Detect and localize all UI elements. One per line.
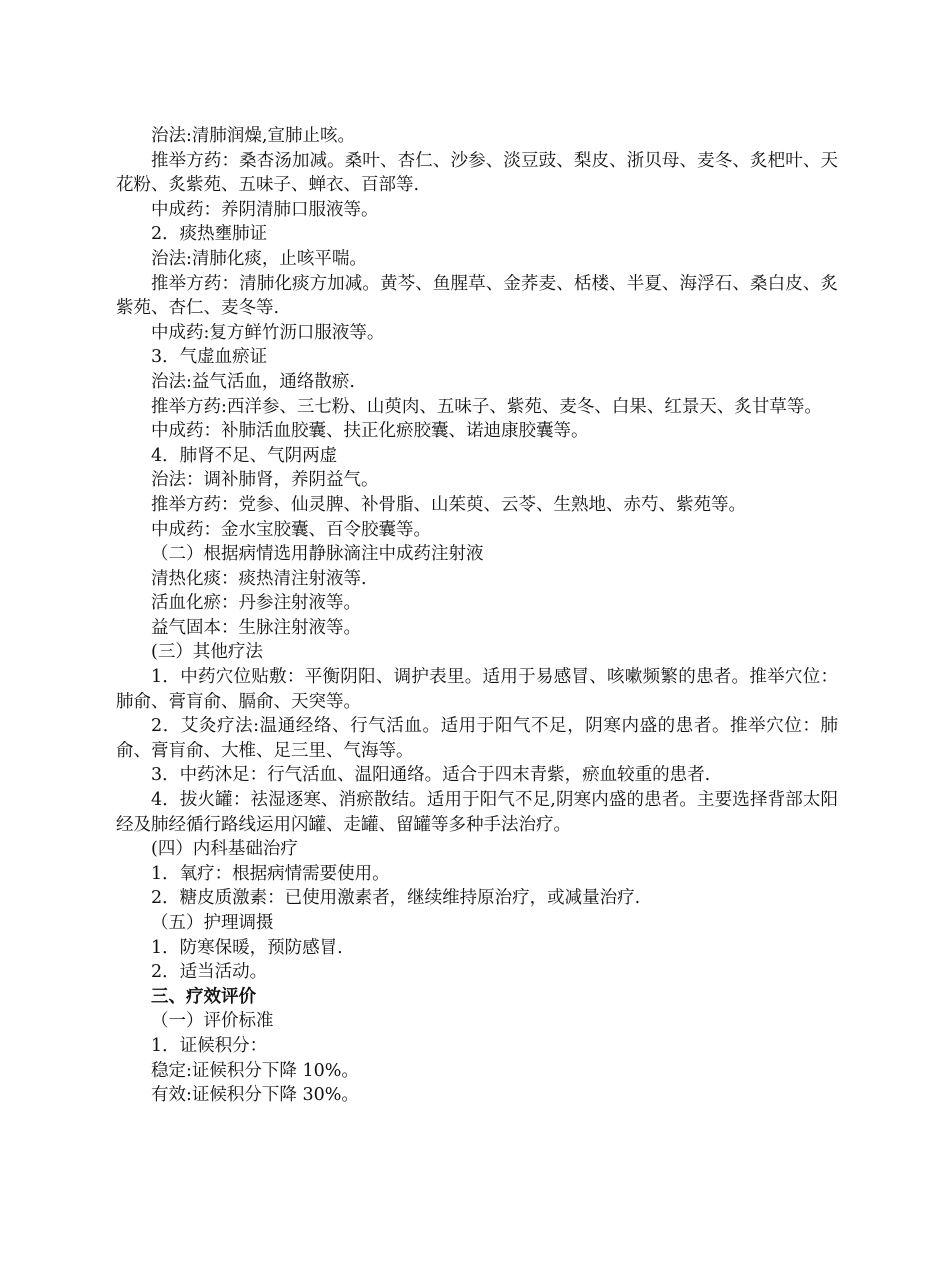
paragraph: 中成药：补肺活血胶囊、扶正化瘀胶囊、诺迪康胶囊等。 xyxy=(151,421,589,442)
paragraph: 推举方药：桑杏汤加减。桑叶、杏仁、沙参、淡豆豉、梨皮、浙贝母、麦冬、炙杷叶、天花粉、炙紫苑、五味子、蝉衣、百部等. xyxy=(116,150,838,196)
paragraph: 1．氧疗：根据病情需要使用。 xyxy=(151,863,390,884)
paragraph: 益气固本：生脉注射液等。 xyxy=(151,617,361,638)
paragraph: 治法：调补肺肾，养阴益气。 xyxy=(151,470,379,491)
paragraph: 治法:益气活血，通络散瘀. xyxy=(151,371,355,392)
paragraph: 推举方药:西洋参、三七粉、山萸肉、五味子、紫苑、麦冬、白果、红景天、炙甘草等。 xyxy=(151,396,822,417)
paragraph: 1．证候积分： xyxy=(151,1035,268,1056)
paragraph: 2．痰热壅肺证 xyxy=(151,224,268,245)
paragraph: 2．糖皮质激素：已使用激素者，继续维持原治疗，或减量治疗. xyxy=(151,888,641,909)
paragraph: 3．中药沐足：行气活血、温阳通络。适合于四末青紫，瘀血较重的患者. xyxy=(151,765,711,786)
paragraph: 治法:清肺化痰，止咳平喘。 xyxy=(151,248,367,269)
paragraph: （二）根据病情选用静脉滴注中成药注射液 xyxy=(151,544,484,565)
paragraph: 1．防寒保暖，预防感冒. xyxy=(151,937,343,958)
paragraph: 稳定:证候积分下降 10%。 xyxy=(151,1060,359,1081)
paragraph: 推举方药：党参、仙灵脾、补骨脂、山茱萸、云苓、生熟地、赤芍、紫苑等。 xyxy=(151,494,746,515)
document-page xyxy=(116,124,838,1108)
paragraph: （一）评价标准 xyxy=(151,1011,274,1032)
section-heading: 三、疗效评价 xyxy=(151,986,256,1007)
paragraph: (三）其他疗法 xyxy=(151,642,263,663)
paragraph: 2．适当活动。 xyxy=(151,962,268,983)
paragraph: 1．中药穴位贴敷：平衡阴阳、调护表里。适用于易感冒、咳嗽频繁的患者。推举穴位：肺俞、膏肓俞、膈俞、天突等。 xyxy=(116,667,838,712)
paragraph: 4．拔火罐：祛湿逐寒、消瘀散结。适用于阳气不足,阴寒内盛的患者。主要选择背部太阳经及肺经循行路线运用闪罐、走罐、留罐等多种手法治疗。 xyxy=(116,790,838,835)
paragraph: 推举方药：清肺化痰方加减。黄芩、鱼腥草、金荞麦、栝楼、半夏、海浮石、桑白皮、炙紫苑、杏仁、麦冬等. xyxy=(116,273,838,319)
paragraph: 中成药：金水宝胶囊、百令胶囊等。 xyxy=(151,519,431,540)
paragraph: 中成药：养阴清肺口服液等。 xyxy=(151,199,379,220)
paragraph: 4．肺肾不足、气阴两虚 xyxy=(151,445,338,466)
paragraph: 清热化痰：痰热清注射液等. xyxy=(151,568,367,589)
paragraph: 治法:清肺润燥,宣肺止咳。 xyxy=(151,126,355,146)
paragraph: 有效:证候积分下降 30%。 xyxy=(151,1085,359,1106)
paragraph: 2．艾灸疗法:温通经络、行气活血。适用于阳气不足，阴寒内盛的患者。推举穴位：肺俞、膏肓俞、大椎、足三里、气海等。 xyxy=(116,716,838,761)
paragraph: (四）内科基础治疗 xyxy=(151,839,298,860)
paragraph: （五）护理调摄 xyxy=(151,913,274,933)
paragraph: 3．气虚血瘀证 xyxy=(151,347,268,368)
paragraph: 活血化瘀：丹参注射液等。 xyxy=(151,593,361,614)
paragraph: 中成药:复方鲜竹沥口服液等。 xyxy=(151,322,385,343)
